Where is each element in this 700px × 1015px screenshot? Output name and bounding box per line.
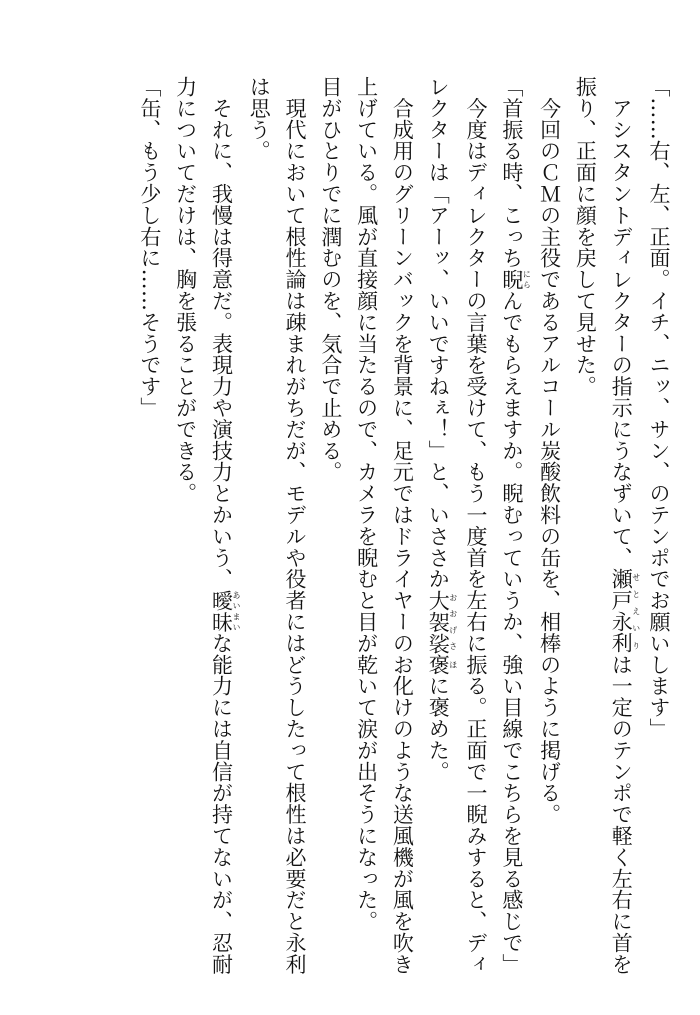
ruby-oogesa: 大袈裟おおげさ (426, 589, 458, 654)
text-line-1: 「……右、左、正面。イチ、ニッ、サン、のテンポでお願いします」 (647, 76, 671, 740)
ruby-ho: 褒ほ (426, 653, 458, 676)
text-line-3: 振り、正面に顔を戻して見せた。 (573, 76, 598, 397)
text-line-10: 目がひとりでに潤むのを、気合で止める。 (318, 76, 343, 483)
text-line-9: 上げている。風が直接顔に当たるので、カメラを睨むと目が乾いて涙が出そうになった。 (354, 76, 379, 932)
text-line-14: 力についてだけは、胸を張ることができる。 (173, 76, 198, 504)
ruby-aimai: 曖昧あいまい (209, 589, 241, 633)
text-line-2: アシスタントディレクターの指示にうなずいて、瀬戸永利せとえいりは一定のテンポで軽く左右に首を (609, 76, 641, 975)
vertical-text-body (131, 76, 676, 1006)
ruby-niran: 睨にら (499, 268, 532, 291)
ruby-setoeiri: 瀬戸永利せとえいり (609, 568, 641, 654)
text-line-13: それに、我慢は得意だ。表現力や演技力とかいう、曖昧あいまいな能力には自信が持てないが、忍耐 (209, 76, 241, 975)
text-line-4: 今回のＣＭの主役であるアルコール炭酸飲料の缶を、相棒のように掲げる。 (537, 76, 562, 825)
text-line-7: レクターは「アーッ、いいですねぇ！」と、いささか大袈裟おおげさ褒ほに褒めた。 (426, 76, 458, 783)
text-line-11: 現代において根性論は疎まれがちだが、モデルや役者にはどうしたって根性は必要だと永利 (283, 76, 308, 975)
text-line-12: は思う。 (247, 76, 272, 162)
text-line-6: 今度はディレクターの言葉を受けて、もう一度首を左右に振る。正面で一睨みすると、ディ (464, 76, 489, 975)
text-line-15: 「缶、もう少し右に……そうです」 (137, 76, 162, 419)
text-line-8: 合成用のグリーンバックを背景に、足元ではドライヤーのお化けのような送風機が風を吹き (390, 76, 415, 975)
text-line-5: 「首振る時、こっち睨にらんでもらえますか。睨むっていうか、強い目線でこちらを見る感じで」 (499, 76, 532, 975)
